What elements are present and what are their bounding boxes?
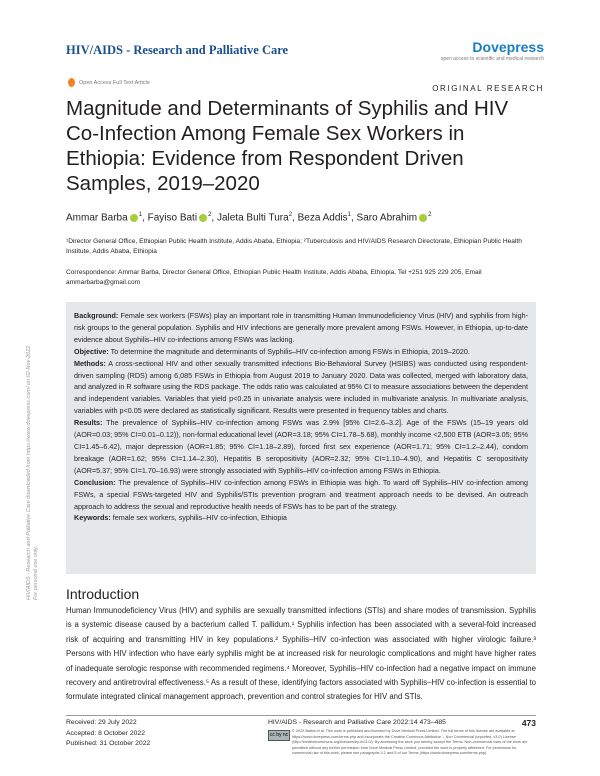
cc-license-icon[interactable]: cc by nc bbox=[268, 730, 290, 741]
publisher-logo[interactable] bbox=[441, 39, 544, 62]
keywords-label: Keywords: bbox=[74, 513, 111, 523]
author-name[interactable]: Beza Addis bbox=[297, 212, 348, 224]
results-label: Results: bbox=[74, 418, 103, 428]
section-heading-introduction: Introduction bbox=[66, 586, 140, 602]
publisher-name: Dovepress bbox=[472, 39, 544, 55]
publisher-tagline: open access to scientific and medical research bbox=[440, 56, 544, 62]
author-name[interactable]: Fayiso Bati bbox=[147, 212, 198, 224]
accepted-date: Accepted: 8 October 2022 bbox=[66, 729, 145, 737]
abstract-objective: Objective: To determine the magnitude and determinants of Syphilis–HIV co-infection among FSWs in Ethiopia, 2019–2020. bbox=[74, 346, 470, 356]
article-title: Magnitude and Determinants of Syphilis and HIV Co-Infection Among Female Sex Workers in Ethiopia: Evidence from Respondent Driven Samples, 2019–2020 bbox=[66, 97, 509, 195]
abstract-background: Background: Female sex workers (FSWs) play an important role in transmitting Human Immunodeficiency Virus (HIV) and syphilis from high-risk groups to the general population. Syphilis and HIV infections are generally more prevalent among FSWs. However, in Ethiopia, up-to-date evidence about Syphilis–HIV co-infections among FSWs was lacking. bbox=[74, 311, 528, 344]
affiliations: ¹Director General Office, Ethiopian Public Health Institute, Addis Ababa, Ethiopia; ²Tuberculosis and HIV/AIDS Research Directorate, Ethiopian Public Health Institute, Addis Ababa, Ethiopia bbox=[66, 238, 522, 255]
footer-divider bbox=[66, 715, 536, 716]
author-affil-sup: 1 bbox=[138, 212, 143, 218]
correspondence: Correspondence: Ammar Barba, Director General Office, Ethiopian Public Health Institute, Addis Ababa, Ethiopia, Tel +251 925 229 205, Email ammarbarba@gmail.com bbox=[66, 269, 482, 286]
article-type: ORIGINAL RESEARCH bbox=[432, 84, 544, 93]
published-date: Published: 31 October 2022 bbox=[66, 740, 151, 747]
journal-name: HIV/AIDS - Research and Palliative Care bbox=[66, 43, 289, 57]
abstract-conclusion: Conclusion: The prevalence of Syphilis–HIV co-infection among FSWs in Ethiopia was high. To ward off Syphilis–HIV co-infection among FSWs, a special FSWs-targeted HIV and Syphilis/STIs prevention program and treatment approach needs to be devised. An outreach approach to address the sexual and reproductive health needs of FSWs has to be part of the strategy. bbox=[74, 477, 528, 511]
open-access-text: Open Access Full Text Article bbox=[79, 79, 150, 86]
author-list: Ammar Barba $^1$, Fayiso Bati $^2$, Jaleta Bulti Tura$^2$, Beza Addis$^1$, Saro Abrahim $^2$ bbox=[66, 212, 432, 224]
introduction-paragraph: Human Immunodeficiency Virus (HIV) and syphilis are sexually transmitted infections (STIs) and share modes of transmission. Syphilis is a systemic disease caused by a bacterium called T. pallidum.¹ Syphilis infection has been associated with a several-fold increased risk of acquiring and transmitting HIV in key populations.² Syphilis–HIV co-infection was associated with higher virologic failure.³ Persons with HIV infection who have early syphilis might be at increased risk for neurologic complications and might have higher rates of inadequate serologic response with recommended regimens.⁴ Moreover, Syphilis–HIV co-infection had a negative impact on immune recovery and antiretroviral effectiveness.⁵ As a result of these, identifying factors associated with Syphilis–HIV co-infection is essential to formulate integrated clinical management approach, prevention and control strategies for HIV and STIs. bbox=[66, 606, 536, 702]
received-date: Received: 29 July 2022 bbox=[66, 719, 137, 726]
abstract-results: Results: The prevalence of Syphilis–HIV co-infection among FSWs was 2.9% [95% CI=2.6–3.2]. Age of the FSWs (15–19 years old (AOR=0.03; 95% CI=0.01–0.12)), non-formal educational level (AOR=3.18; 95% CI=1.78–5.68), monthly income <2,500 ETB (AOR=3.05; 95% CI=1.45–6.42), major depression (AOR=1.85; 95% CI=1.18–2.89), forced first sex experience (AOR=1.71; 95% CI=1.2–2.44), condom breakage (AOR=1.62; 95% CI=1.14–2.30), Hepatitis B seropositivity (AOR=2.32; 95% CI=1.10–4.90), and Hepatitis C seropositivity (AOR=5.37; 95% CI=1.70–16.93) were strongly associated with Syphilis–HIV co-infection among FSWs in Ethiopia. bbox=[74, 418, 529, 475]
abstract-keywords: Keywords: female sex workers, syphilis–HIV co-infection, Ethiopia bbox=[74, 513, 287, 523]
author-affil-sup: 1 bbox=[347, 212, 351, 218]
orcid-icon[interactable] bbox=[130, 214, 138, 222]
author-name[interactable]: Saro Abrahim bbox=[356, 212, 418, 224]
journal-citation: HIV/AIDS - Research and Palliative Care 2022:14 473–485 bbox=[268, 719, 446, 726]
download-note: HIV/AIDS - Research and Palliative Care downloaded from https://www.dovepress.com/ on 02-Nov-2022 bbox=[26, 345, 32, 600]
download-sidebar bbox=[12, 150, 72, 600]
personal-use-note: For personal use only. bbox=[33, 545, 39, 600]
conclusion-label: Conclusion: bbox=[74, 477, 116, 487]
author-name[interactable]: Ammar Barba bbox=[66, 212, 128, 224]
author-affil-sup: 2 bbox=[208, 212, 212, 218]
orcid-icon[interactable] bbox=[419, 214, 427, 222]
license-text: © 2022 Barba et al. This work is published and licensed by Dove Medical Press Limited. The full terms of this license are available at https://www.dovepress.com/terms.php and incorporate the Creative Commons Attribution – Non Commercial (unported, v3.0) License (http://creativecommons.org/licenses/by-nc/3.0/). By accessing the work you hereby accept the Terms. Non-commercial uses of the work are permitted without any further permission from Dove Medical Press Limited, provided the work is properly attributed. For permission for commercial use of this work, please see paragraphs 4.2 and 5 of our Terms (https://www.dovepress.com/terms.php). bbox=[292, 729, 528, 756]
author-name[interactable]: Jaleta Bulti Tura bbox=[216, 212, 289, 224]
background-label: Background: bbox=[74, 311, 119, 320]
page-number: 473 bbox=[521, 718, 536, 728]
publication-dates bbox=[66, 718, 150, 750]
objective-label: Objective: bbox=[74, 346, 109, 356]
open-access-lock-icon bbox=[68, 78, 75, 87]
methods-label: Methods: bbox=[74, 358, 106, 368]
abstract-methods: Methods: A cross-sectional HIV and other sexually transmitted infections Bio-Behavioral Survey (HSIBS) was conducted using respondent-driven sampling (RDS) among 6,085 FSWs in Ethiopia from August 2019 to January 2020. Data was collected, merged with laboratory data, and analyzed in R software using the RDS package. The odds ratio was calculated at 95% CI to measure associations between the dependent and independent variables. Variables that yield p<0.25 in univariate analysis were included in multivariate analysis. In multivariate analysis, variables with p<0.05 were declared as statistically significant. Results were presented in frequency tables and charts. bbox=[74, 358, 528, 416]
abstract-box bbox=[66, 302, 536, 574]
author-affil-sup: 2 bbox=[288, 212, 293, 218]
open-access-label bbox=[68, 78, 150, 87]
orcid-icon[interactable] bbox=[199, 214, 207, 222]
author-affil-sup: 2 bbox=[428, 212, 432, 218]
